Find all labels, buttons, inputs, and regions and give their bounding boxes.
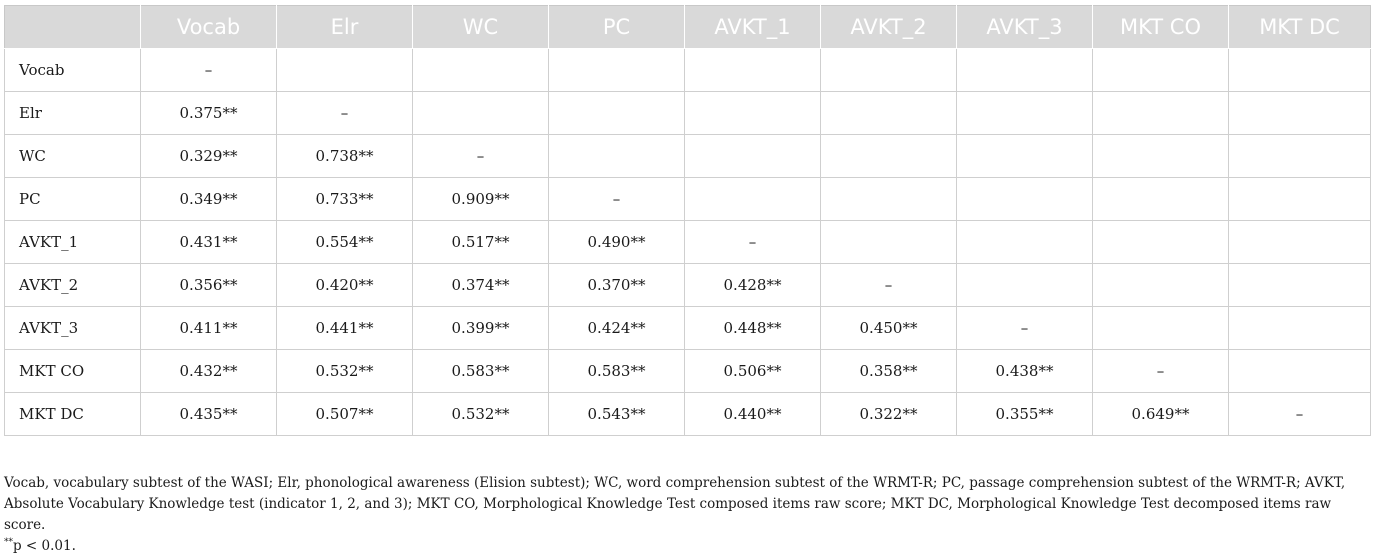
correlation-cell <box>1093 221 1229 264</box>
column-header: MKT DC <box>1229 6 1371 49</box>
correlation-cell <box>1229 264 1371 307</box>
table-row <box>5 135 1371 178</box>
correlation-cell: 0.435** <box>141 393 277 436</box>
row-label: Vocab <box>5 49 141 92</box>
correlation-cell: 0.420** <box>277 264 413 307</box>
correlation-cell <box>413 49 549 92</box>
correlation-cell <box>1093 264 1229 307</box>
correlation-cell <box>1229 178 1371 221</box>
table-row <box>5 178 1371 221</box>
correlation-cell: 0.370** <box>549 264 685 307</box>
column-header: AVKT_2 <box>821 6 957 49</box>
table-row <box>5 264 1371 307</box>
correlation-cell <box>1093 135 1229 178</box>
correlation-cell: 0.374** <box>413 264 549 307</box>
table-body <box>5 49 1371 436</box>
column-header: WC <box>413 6 549 49</box>
correlation-cell: 0.543** <box>549 393 685 436</box>
significance-note <box>4 536 1370 557</box>
table-header <box>5 6 1371 49</box>
correlation-cell <box>957 92 1093 135</box>
row-label: AVKT_2 <box>5 264 141 307</box>
correlation-cell: 0.517** <box>413 221 549 264</box>
correlation-cell <box>821 49 957 92</box>
correlation-cell: 0.322** <box>821 393 957 436</box>
table-row <box>5 350 1371 393</box>
correlation-cell: 0.738** <box>277 135 413 178</box>
column-header: MKT CO <box>1093 6 1229 49</box>
correlation-cell: 0.554** <box>277 221 413 264</box>
correlation-cell: 0.399** <box>413 307 549 350</box>
correlation-cell <box>957 264 1093 307</box>
correlation-cell <box>957 135 1093 178</box>
correlation-cell: 0.438** <box>957 350 1093 393</box>
significance-marker: ** <box>4 537 13 548</box>
correlation-cell: – <box>685 221 821 264</box>
correlation-cell <box>1229 350 1371 393</box>
table-row <box>5 307 1371 350</box>
correlation-cell: 0.450** <box>821 307 957 350</box>
significance-text: p < 0.01. <box>13 538 76 554</box>
correlation-cell <box>1093 49 1229 92</box>
correlation-cell <box>957 49 1093 92</box>
correlation-cell: 0.506** <box>685 350 821 393</box>
correlation-cell: 0.424** <box>549 307 685 350</box>
correlation-cell: 0.583** <box>549 350 685 393</box>
correlation-cell: 0.349** <box>141 178 277 221</box>
table-row <box>5 393 1371 436</box>
correlation-cell <box>549 49 685 92</box>
row-label: PC <box>5 178 141 221</box>
abbreviations-note: Vocab, vocabulary subtest of the WASI; Elr, phonological awareness (Elision subtest); WC, word comprehension subtest of the WRMT-R; PC, passage comprehension subtest of the WRMT-R; AVKT, Absolute Vocabulary Knowledge test (indicator 1, 2, and 3); MKT CO, Morphological Knowledge Test composed items raw score; MKT DC, Morphological Knowledge Test decomposed items raw score. <box>4 475 1346 533</box>
correlation-cell <box>413 92 549 135</box>
correlation-cell: 0.329** <box>141 135 277 178</box>
column-header: AVKT_3 <box>957 6 1093 49</box>
correlation-cell <box>821 221 957 264</box>
correlation-cell <box>549 92 685 135</box>
correlation-cell: 0.375** <box>141 92 277 135</box>
correlation-cell <box>1229 92 1371 135</box>
correlation-cell <box>957 221 1093 264</box>
correlation-cell: 0.428** <box>685 264 821 307</box>
correlation-cell <box>277 49 413 92</box>
correlation-cell: – <box>821 264 957 307</box>
table-row <box>5 92 1371 135</box>
correlation-cell <box>685 92 821 135</box>
row-label: WC <box>5 135 141 178</box>
correlation-table-container <box>4 5 1370 436</box>
correlation-table <box>4 5 1371 436</box>
correlation-cell: 0.432** <box>141 350 277 393</box>
correlation-cell: – <box>413 135 549 178</box>
correlation-cell <box>1229 135 1371 178</box>
row-label: MKT CO <box>5 350 141 393</box>
correlation-cell <box>1093 307 1229 350</box>
correlation-cell: – <box>549 178 685 221</box>
correlation-cell: – <box>277 92 413 135</box>
correlation-cell: 0.583** <box>413 350 549 393</box>
column-header: AVKT_1 <box>685 6 821 49</box>
correlation-cell <box>1093 92 1229 135</box>
table-notes <box>4 473 1370 557</box>
correlation-cell <box>821 178 957 221</box>
correlation-cell: 0.909** <box>413 178 549 221</box>
correlation-cell <box>1229 49 1371 92</box>
correlation-cell: – <box>141 49 277 92</box>
correlation-cell <box>685 178 821 221</box>
correlation-cell <box>1229 307 1371 350</box>
column-header: PC <box>549 6 685 49</box>
correlation-cell: 0.356** <box>141 264 277 307</box>
correlation-cell: 0.490** <box>549 221 685 264</box>
correlation-cell: 0.649** <box>1093 393 1229 436</box>
correlation-cell <box>821 92 957 135</box>
header-corner-cell <box>5 6 141 49</box>
correlation-cell: 0.358** <box>821 350 957 393</box>
correlation-cell <box>1229 221 1371 264</box>
column-header: Vocab <box>141 6 277 49</box>
correlation-cell: 0.440** <box>685 393 821 436</box>
correlation-cell <box>821 135 957 178</box>
header-row <box>5 6 1371 49</box>
correlation-cell: – <box>1093 350 1229 393</box>
row-label: AVKT_3 <box>5 307 141 350</box>
correlation-cell: 0.441** <box>277 307 413 350</box>
correlation-cell <box>685 49 821 92</box>
correlation-cell: 0.733** <box>277 178 413 221</box>
correlation-cell <box>1093 178 1229 221</box>
correlation-cell: – <box>957 307 1093 350</box>
table-row <box>5 49 1371 92</box>
correlation-cell: 0.355** <box>957 393 1093 436</box>
correlation-cell: 0.448** <box>685 307 821 350</box>
correlation-cell: 0.431** <box>141 221 277 264</box>
correlation-cell: 0.532** <box>413 393 549 436</box>
row-label: Elr <box>5 92 141 135</box>
correlation-cell: 0.507** <box>277 393 413 436</box>
table-row <box>5 221 1371 264</box>
correlation-cell <box>957 178 1093 221</box>
correlation-cell: 0.411** <box>141 307 277 350</box>
correlation-cell: – <box>1229 393 1371 436</box>
correlation-cell <box>549 135 685 178</box>
row-label: AVKT_1 <box>5 221 141 264</box>
correlation-cell: 0.532** <box>277 350 413 393</box>
row-label: MKT DC <box>5 393 141 436</box>
correlation-cell <box>685 135 821 178</box>
column-header: Elr <box>277 6 413 49</box>
